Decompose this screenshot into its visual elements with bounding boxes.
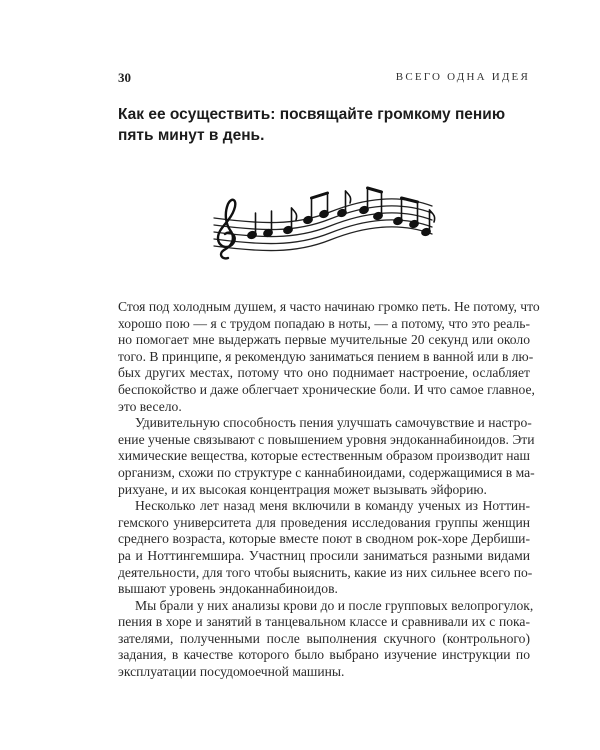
- text-line: того. В принципе, я рекомендую заниматься пением в ванной или в лю-: [118, 348, 534, 364]
- text-line: среднего возраста, которые вместе поют в сводном рок-хоре Дербиши-: [118, 531, 530, 547]
- text-line: хорошо пою — я с трудом попадаю в ноты, — а потому, что это реаль-: [118, 315, 530, 331]
- book-title: ВСЕГО ОДНА ИДЕЯ: [395, 71, 530, 83]
- text-line: ение ученые связывают с повышением уровня эндоканнабиноидов. Эти: [118, 431, 535, 447]
- text-line: зателями, полученными после выполнения скучного (контрольного): [118, 630, 530, 646]
- text-line: ра и Ноттингемшира. Участниц просили заниматься разными видами: [118, 547, 530, 563]
- text-line: Удивительную способность пения улучшать самочувствие и настро-: [135, 415, 532, 431]
- text-line: Мы брали у них анализы крови до и после групповых велопрогулок,: [135, 597, 534, 613]
- text-line: вышают уровень эндоканнабиноидов.: [118, 581, 338, 597]
- text-line: бых других местах, потому что оно поднимает настроение, ослабляет: [118, 365, 530, 381]
- text-line: беспокойство и даже облегчает хронические боли. И что самое главное,: [118, 381, 535, 397]
- text-line: но помогает мне выдержать первые мучительные 20 секунд или около: [118, 332, 530, 348]
- section-heading: [118, 104, 530, 146]
- music-staff-notes-icon: [200, 180, 450, 280]
- text-line: химические вещества, которые естественным образом производит наш: [118, 448, 530, 464]
- heading-line-2: пять минут в день.: [118, 127, 265, 144]
- paragraph-4: [118, 597, 534, 681]
- body-text: [118, 299, 540, 681]
- text-line: Несколько лет назад меня включили в команду ученых из Ноттин-: [135, 498, 530, 514]
- text-line: гемского университета для проведения исследования группы женщин: [118, 514, 530, 530]
- text-line: пения в хоре и занятий в танцевальном классе и сравнивали их с пока-: [118, 614, 530, 630]
- text-line: эксплуатации посудомоечной машины.: [118, 664, 345, 680]
- heading-line-1: Как ее осуществить: посвящайте громкому пению: [118, 106, 506, 123]
- text-line: Стоя под холодным душем, я часто начинаю громко петь. Не потому, что: [118, 299, 540, 314]
- text-line: деятельности, для того чтобы выяснить, какие из них сильнее всего по-: [118, 564, 533, 580]
- paragraph-1: [118, 299, 540, 415]
- text-line: рихуане, и их высокая концентрация может вызывать эйфорию.: [118, 481, 487, 497]
- running-head: [118, 70, 530, 86]
- text-line: задания, в качестве которого было выбрано изучение инструкции по: [118, 647, 530, 663]
- text-line: это весело.: [118, 398, 182, 414]
- page-number: 30: [118, 70, 131, 85]
- paragraph-3: [118, 498, 533, 598]
- text-line: организм, схожи по структуре с каннабиноидами, содержащимися в ма-: [118, 464, 535, 480]
- paragraph-2: [118, 415, 535, 498]
